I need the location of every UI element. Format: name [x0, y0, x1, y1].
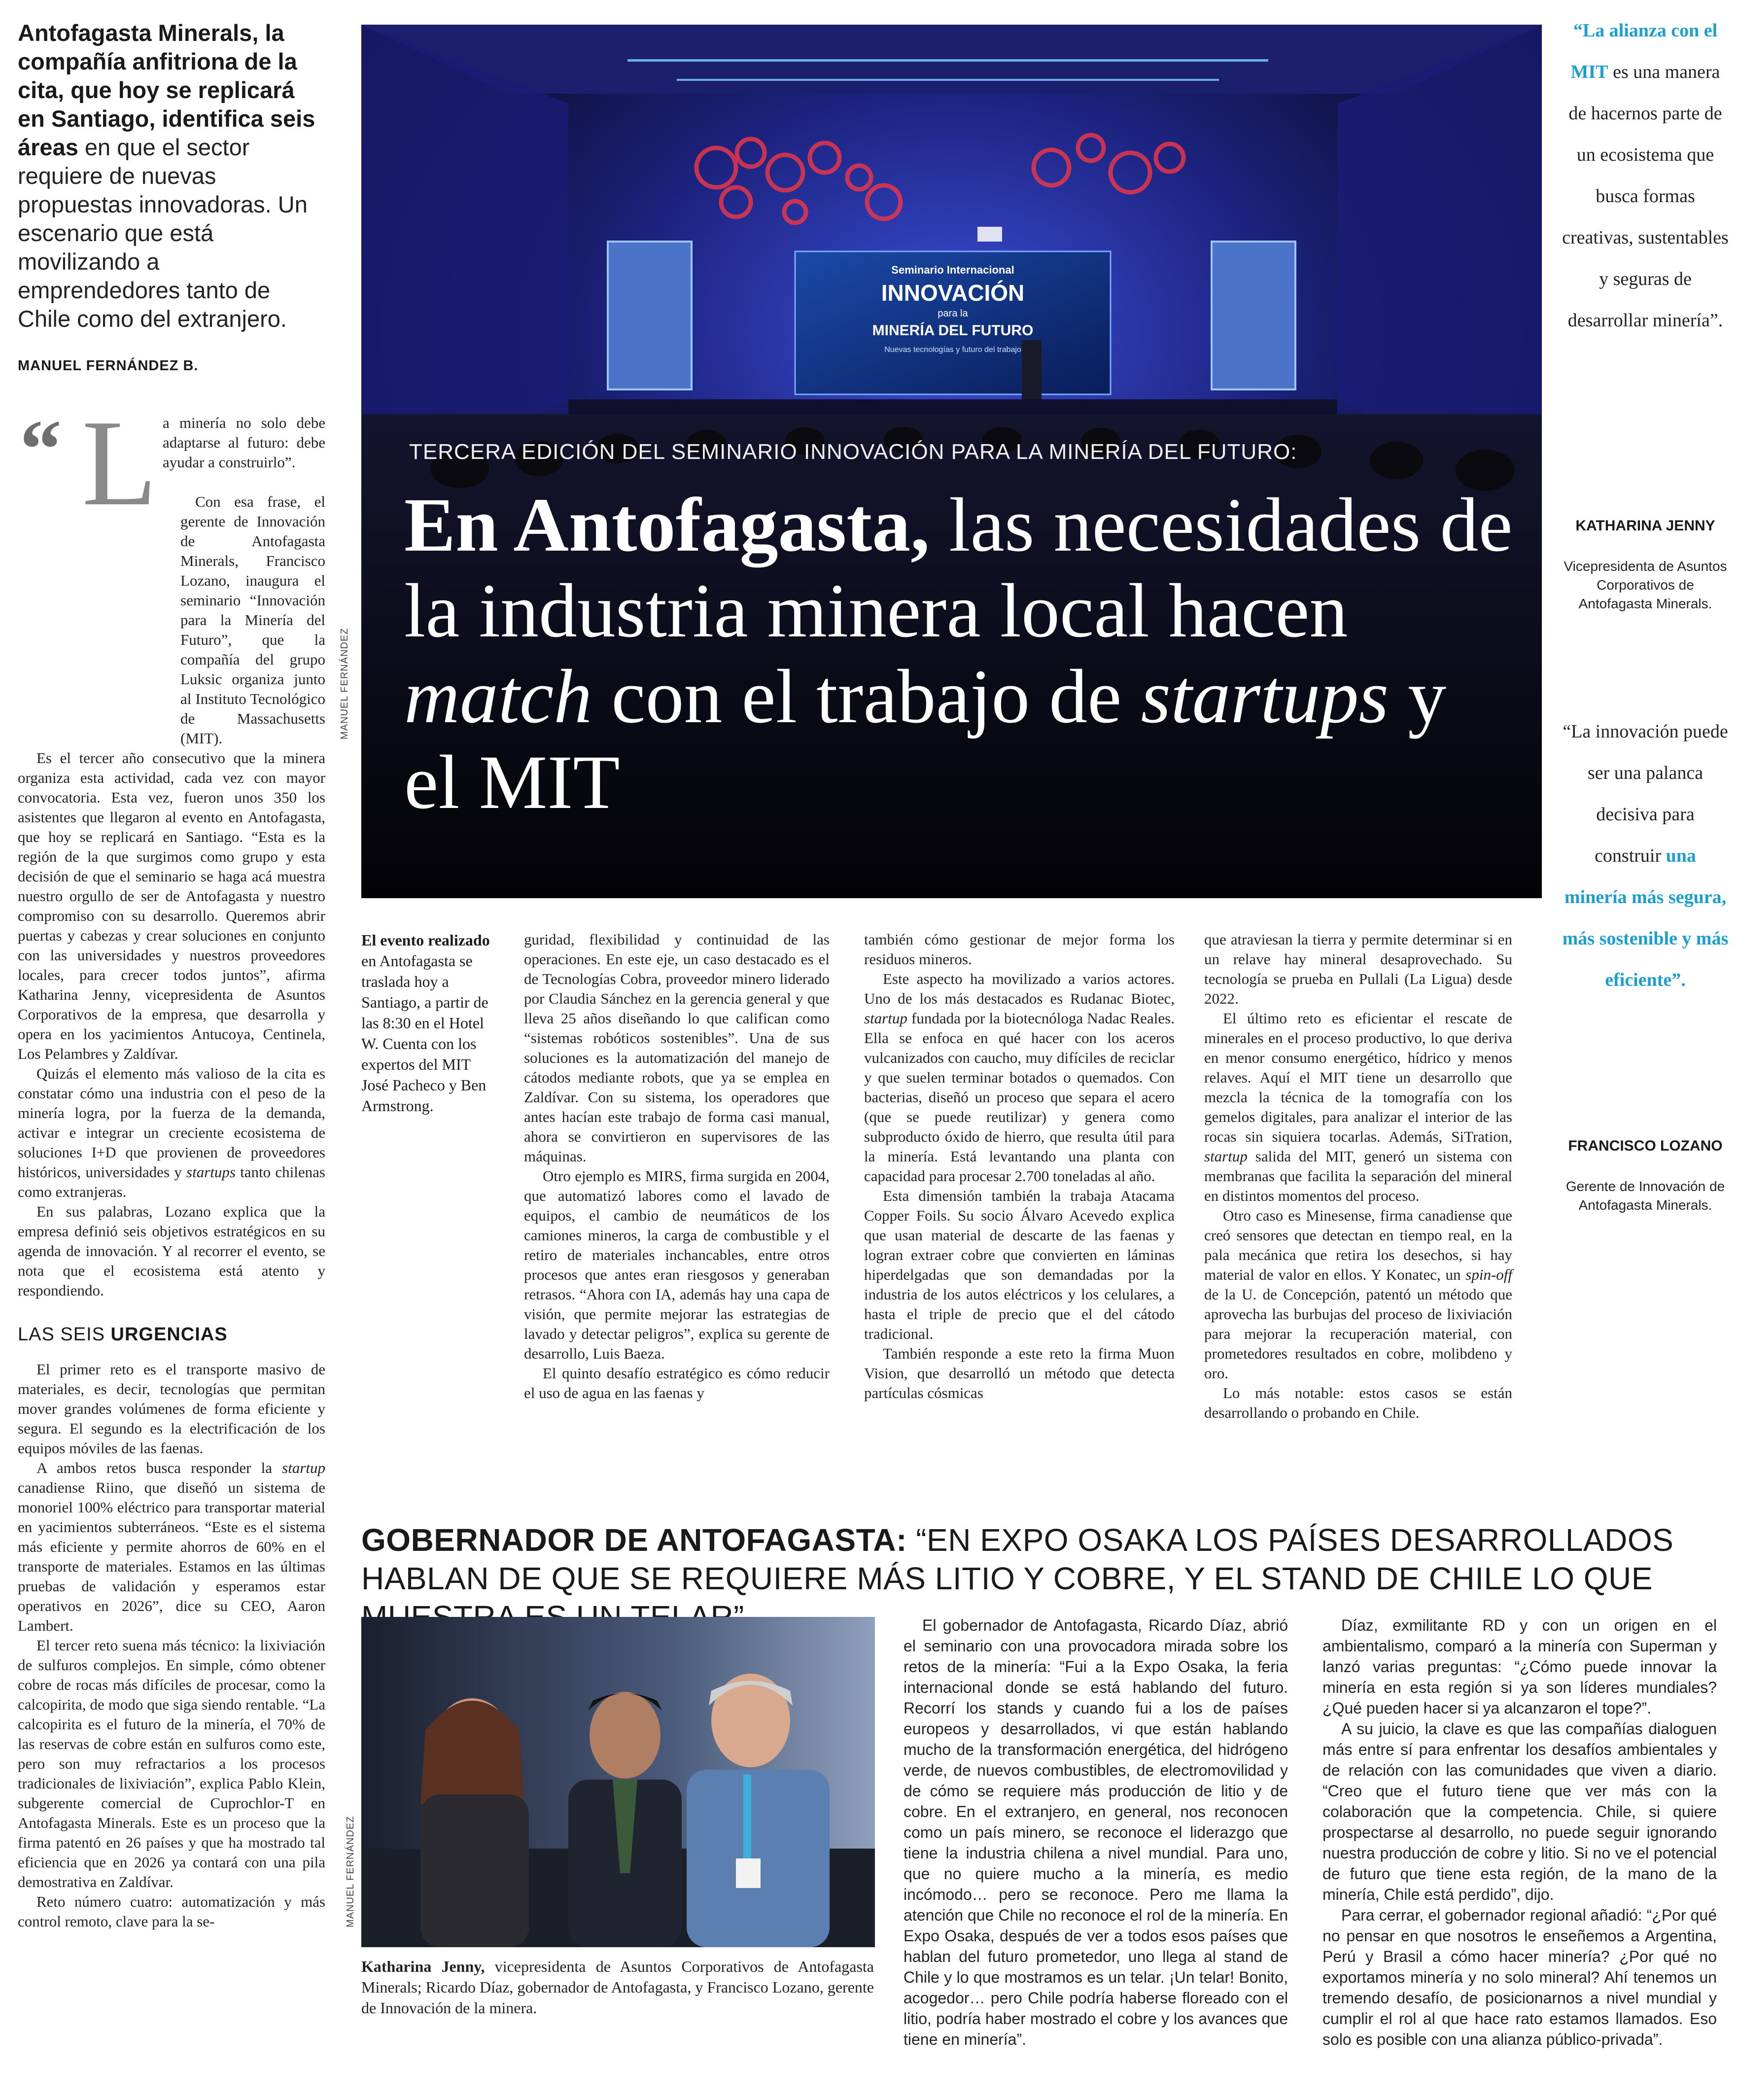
pull-quote-1-accent: “La alianza con el MIT	[1570, 20, 1718, 82]
column-5	[1204, 930, 1512, 1423]
col5-p3-b: de la U. de Concepción, patentó un método que aprovecha las burbujas del proceso de lixiviación para mejorar la recuperación material, con prometedores resultados en cobre, molibdeno y oro.	[1204, 1286, 1512, 1382]
caption-bold: Katharina Jenny,	[361, 1958, 485, 1975]
col3-p2: Otro ejemplo es MIRS, firma surgida en 2004, que automatizó labores como el lavado de equipos, el cambio de neumáticos de los camiones mineros, la carga de combustible y el retiro de materiales inchancables, entre otros procesos que antes eran riesgosos y generaban retrasos. “Ahora con IA, además hay una capa de visión, que permite mejorar las estrategias de lavado y detectar peligros”, explica su gerente de desarrollo, Luis Baeza.	[524, 1167, 830, 1362]
col1-p3-b: tanto chilenas como extranjeras.	[18, 1163, 325, 1200]
byline: MANUEL FERNÁNDEZ B.	[18, 358, 199, 374]
drop-cap-letter: L	[82, 395, 157, 531]
pull-quote-1	[1562, 10, 1729, 341]
article-lede	[18, 19, 323, 333]
sub-headline-bold: GOBERNADOR DE ANTOFAGASTA:	[361, 1522, 907, 1558]
col4-p2-b: fundada por la biotecnóloga Nadac Reales. Ella se enfoca en qué hacer con los aceros vulcanizados con caucho, muy difíciles de reciclar y que suelen terminar botados o quemados. Con bacterias, diseñó un proceso que separa el acero (que se puede reutilizar) y genera como subproducto óxido de hierro, que resulta útil para la minería. Está levantando una planta con capacidad para procesar 2.700 toneladas al año.	[864, 1010, 1175, 1185]
col4-p1: también cómo gestionar de mejor forma los residuos mineros.	[864, 931, 1175, 968]
col1-p6-a: A ambos retos busca responder la	[36, 1459, 282, 1476]
headline-bold: En Antofagasta,	[404, 482, 930, 567]
headline-part-2: con el trabajo de	[592, 654, 1141, 739]
lede-bold-areas: seis áreas	[18, 105, 315, 160]
section-heading-bold: URGENCIAS	[110, 1324, 228, 1345]
sub-col2-p2: A su juicio, la clave es que las compañías dialoguen más entre sí para enfrentar los desafíos ambientales y de relación con las comunidades que viven a diario. “Creo que el futuro tiene que ver más con la colaboración que la competencia. Chile, si quiere prospectarse al desarrollo, no puede seguir ignorando nuestra producción de cobre y litio. Si no ve el potencial de futuro que tiene esta región, de la mano de la minería, Chile está perdido”, dijo.	[1322, 1720, 1717, 1903]
col1-p8: Reto número cuatro: automatización y más control remoto, clave para la se-	[18, 1893, 325, 1930]
col1-p3	[18, 1064, 325, 1202]
headline-part-1: las necesidades de la industria minera local hacen	[404, 482, 1513, 653]
col5-p1: que atraviesan la tierra y permite determinar si en un relave hay mineral desaprovechado. Su tecnología se prueba en Pullali (La Ligua) desde 2022.	[1204, 931, 1512, 1007]
column-1-opening	[163, 413, 325, 472]
group-photo-caption	[361, 1956, 874, 2018]
col1-p4: En sus palabras, Lozano explica que la empresa definió seis objetivos estratégicos en su agenda de innovación. Y al recorrer el evento, se nota que el ecosistema está atento y respondiendo.	[18, 1203, 325, 1299]
column-3	[524, 930, 830, 1403]
sub-column-1	[904, 1615, 1288, 2050]
pull-quote-1-name: KATHARINA JENNY	[1575, 518, 1715, 534]
pull-quote-2	[1562, 711, 1729, 1001]
opening-paragraph: a minería no solo debe adaptarse al futuro: debe ayudar a construirlo”.	[163, 414, 325, 471]
col5-p2	[1204, 1009, 1512, 1206]
col1-p6-b: canadiense Riino, que diseñó un sistema de monoriel 100% eléctrico para transportar material en yacimientos subterráneos. “Este es el sistema más eficiente y permite ahorros de 60% en el transporte de materiales. Estamos en las últimas pruebas de validación y esperamos estar operativos en 2026”, dice su CEO, Aaron Lambert.	[18, 1479, 325, 1634]
screen-text-4: MINERÍA DEL FUTURO	[872, 322, 1034, 339]
col3-p3: El quinto desafío estratégico es cómo reducir el uso de agua en las faenas y	[524, 1365, 830, 1401]
pull-quote-2-role: Gerente de Innovación de Antofagasta Minerals.	[1565, 1179, 1725, 1213]
event-info-bold: El evento realizado	[361, 931, 490, 949]
hero-photo-credit: MANUEL FERNÁNDEZ	[339, 628, 350, 739]
col1-p3-a: Quizás el elemento más valioso de la cita es constatar cómo una industria con el peso de la minería logra, por la fuerza de la demanda, activar e integrar un creciente ecosistema de soluciones I+D que provienen de proveedores históricos, universidades y	[18, 1065, 325, 1181]
pull-quote-1-role: Vicepresidenta de Asuntos Corporativos de Antofagasta Minerals.	[1564, 559, 1727, 611]
column-1-continued	[18, 1360, 325, 1931]
col1-p1: Con esa frase, el gerente de Innovación de Antofagasta Minerals, Francisco Lozano, inaugura el seminario “Innovación para la Minería del Futuro”, que la compañía del grupo Luksic organiza junto al Instituto Tecnológico de Massachusetts (MIT).	[180, 493, 325, 747]
col5-p2-em: startup	[1204, 1148, 1248, 1165]
screen-text-1: Seminario Internacional	[891, 264, 1014, 276]
pull-quote-2-name: FRANCISCO LOZANO	[1568, 1138, 1723, 1154]
headline-kicker: TERCERA EDICIÓN DEL SEMINARIO INNOVACIÓN PARA LA MINERÍA DEL FUTURO:	[409, 440, 1297, 464]
col5-p3	[1204, 1206, 1512, 1383]
col1-p6	[18, 1458, 325, 1636]
pull-quote-1-text: es una manera de hacernos parte de un ecosistema que busca formas creativas, sustentables y seguras de desarrollar minería”.	[1562, 62, 1729, 331]
group-photo	[361, 1617, 875, 1947]
caption-text: vicepresidenta de Asuntos Corporativos de Antofagasta Minerals; Ricardo Díaz, gobernador de Antofagasta, y Francisco Lozano, gerente de Innovación de la minera.	[361, 1958, 874, 2017]
col4-p4: También responde a este reto la firma Muon Vision, que desarrolló un método que detecta partículas cósmicas	[864, 1345, 1175, 1401]
col1-p6-em: startup	[282, 1459, 325, 1476]
col5-p2-a: El último reto es eficientar el rescate de minerales en el proceso productivo, lo que deriva en menor consumo energético, hídrico y menos relaves. Aquí el MIT tiene un desarrollo que mezcla la técnica de la tomografía con los gemelos digitales, para analizar el interior de las rocas sin siquiera tocarlas. Además, SiTration,	[1204, 1010, 1512, 1145]
group-photo-illustration	[361, 1617, 875, 1947]
screen-text-5: Nuevas tecnologías y futuro del trabajo	[884, 346, 1021, 354]
pull-quote-2-text: “La innovación puede ser una palanca decisiva para construir	[1563, 721, 1728, 866]
sub-col2-p3: Para cerrar, el gobernador regional añadió: “¿Por qué no pensar en que nosotros le enseñemos a Argentina, Perú y Brasil a cómo hacer minería? ¿Por qué no exportamos minería y no solo mineral? Ahí tenemos un tremendo desafío, de posicionarnos a nivel mundial y cumplir el rol al que hace rato estamos llamados. Eso solo es posible con una alianza público-privada”.	[1322, 1906, 1717, 2048]
col3-p1: guridad, flexibilidad y continuidad de las operaciones. En este eje, un caso destacado es el de Tecnologías Cobra, proveedor minero liderado por Claudia Sánchez en la gerencia general y que lleva 25 años diseñando lo que califican como “sistemas robóticos sostenibles”. Una de sus soluciones es la automatización del manejo de cátodos mediante robots, que ya se emplea en Zaldívar. Con su sistema, los operadores que antes hacían este trabajo de forma casi manual, ahora se convirtieron en supervisores de las máquinas.	[524, 931, 830, 1165]
group-photo-credit: MANUEL FERNÁNDEZ	[345, 1816, 356, 1927]
column-4	[864, 930, 1175, 1403]
col5-p3-a: Otro caso es Minesense, firma canadiense que creó sensores que detectan en tiempo real, en la pala mecánica que retira los desechos, si hay material de valor en ellos. Y Konatec, un	[1204, 1207, 1512, 1283]
section-heading-light: LAS SEIS	[18, 1324, 111, 1345]
event-info-text: en Antofagasta se traslada hoy a Santiago, a partir de las 8:30 en el Hotel W. Cuenta con los expertos del MIT José Pacheco y Ben Armstrong.	[361, 952, 488, 1115]
col4-p2-a: Este aspecto ha movilizado a varios actores. Uno de los más destacados es Rudanac Biotec,	[864, 970, 1175, 1007]
sub-col1-p1: El gobernador de Antofagasta, Ricardo Díaz, abrió el seminario con una provocadora mirada sobre los retos de la minería: “Fui a la Expo Osaka, la feria internacional donde se está hablando del futuro. Recorrí los stands y cuando fui a los de países europeos y desarrollados, vi que están hablando mucho de la transformación energética, del hidrógeno verde, de nuevos combustibles, de electromovilidad y de cómo se requiere más producción de litio y de cobre. En el extranjero, en general, nos reconocen como un país minero, se reconoce el liderazgo que tiene la industria chilena a nivel mundial. Para uno, que no quiere mucho a la minería, es medio incómodo… pero se reconoce. Pero me llama la atención que Chile no reconoce el rol de la minería. En Expo Osaka, después de ver a todos esos países que hablan del futuro prometedor, uno llega al stand de Chile y lo que mostramos es un telar. ¡Un telar! Bonito, acogedor… pero Chile podría haberse floreado con el litio, podría haber mostrado el cobre y los avances que tiene en minería”.	[904, 1616, 1288, 2048]
col5-p4: Lo más notable: estos casos se están desarrollando o probando en Chile.	[1204, 1384, 1512, 1421]
col1-p5: El primer reto es el transporte masivo de materiales, es decir, tecnologías que permitan mover grandes volúmenes de forma eficiente y segura. El segundo es la electrificación de los equipos móviles de las faenas.	[18, 1361, 325, 1457]
col1-p7: El tercer reto suena más técnico: la lixiviación de sulfuros complejos. En simple, cómo obtener cobre de rocas más difíciles de procesar, como la calcopirita, de modo que siga siendo rentable. “La calcopirita es el futuro de la minería, el 70% de las reservas de cobre están en sulfuros como este, pero son muy refractarios a los procesos tradicionales de lixiviación”, explica Pablo Klein, subgerente comercial de Cuprochlor-T en Antofagasta Minerals. Este es un proceso que la firma patentó en 26 países y que ha mostrado tal eficiencia que en 2026 ya contará con una pila demostrativa en Zaldívar.	[18, 1637, 325, 1890]
headline-em-startups: startups	[1141, 654, 1389, 739]
screen-text-3: para la	[938, 308, 968, 319]
drop-cap-quote: “	[20, 403, 62, 495]
headline-part-3: y el MIT	[404, 654, 1447, 825]
col5-p2-b: salida del MIT, generó un sistema con membranas que facilita la separación del mineral en distintos momentos del proceso.	[1204, 1148, 1512, 1204]
pull-quote-2-accent: una minería más segura, más sostenible y más eficiente”.	[1562, 845, 1729, 990]
col4-p3: Esta dimensión también la trabaja Atacama Copper Foils. Su socio Álvaro Acevedo explica que usan material de descarte de las faenas y logran extraer cobre que convierten en láminas hiperdelgadas que son demandadas por la industria de los autos eléctricos y los celulares, a hasta el triple de precio que el del cátodo tradicional.	[864, 1187, 1175, 1342]
lede-rest: en que el sector requiere de nuevas propuestas innovadoras. Un escenario que está movilizando a emprendedores tanto de Chile como del extranjero.	[18, 134, 308, 332]
col4-p2	[864, 969, 1175, 1186]
col4-p2-em: startup	[864, 1010, 907, 1027]
headline	[404, 482, 1513, 825]
event-info	[361, 930, 499, 1116]
screen-text-2: INNOVACIÓN	[881, 280, 1025, 306]
section-heading	[18, 1324, 228, 1345]
sub-column-2	[1322, 1615, 1717, 2050]
sub-col2-p1: Díaz, exmilitante RD y con un origen en el ambientalismo, comparó a la minería con Superman y lanzó varias preguntas: “¿Cómo puede innovar la minería en esta región si ya son líderes mundiales? ¿Qué pueden hacer si ya alcanzaron el tope?”.	[1322, 1616, 1717, 1717]
col1-p2: Es el tercer año consecutivo que la minera organiza esta actividad, cada vez con mayor convocatoria. Esta vez, fueron unos 350 los asistentes que llegaron al evento en Antofagasta, que hoy se replicará en Santiago. “Esta es la región de la que surgimos como grupo y esta decisión de que el seminario se haga acá muestra nuestro orgullo de ser de Antofagasta y nuestro compromiso con su desarrollo. Queremos abrir puertas y cabezas y crear soluciones en conjunto con las universidades y nuestros proveedores locales, para crecer todos juntos”, afirma Katharina Jenny, vicepresidenta de Asuntos Corporativos de la empresa, que desarrolla y opera en los yacimientos Antucoya, Centinela, Los Pelambres y Zaldívar.	[18, 749, 325, 1062]
col5-p3-em: spin-off	[1465, 1266, 1512, 1283]
headline-em-match: match	[404, 654, 592, 739]
lede-bold: Antofagasta Minerals, la compañía anfitriona de la cita, que hoy se replicará en Santiago, identifica	[18, 20, 297, 132]
column-1	[18, 492, 325, 1300]
col1-p3-em: startups	[186, 1163, 236, 1181]
sub-headline-text: “EN EXPO OSAKA LOS PAÍSES DESARROLLADOS HABLAN DE QUE SE REQUIERE MÁS LITIO Y COBRE, Y EL STAND DE CHILE LO QUE	[361, 1522, 1674, 1596]
